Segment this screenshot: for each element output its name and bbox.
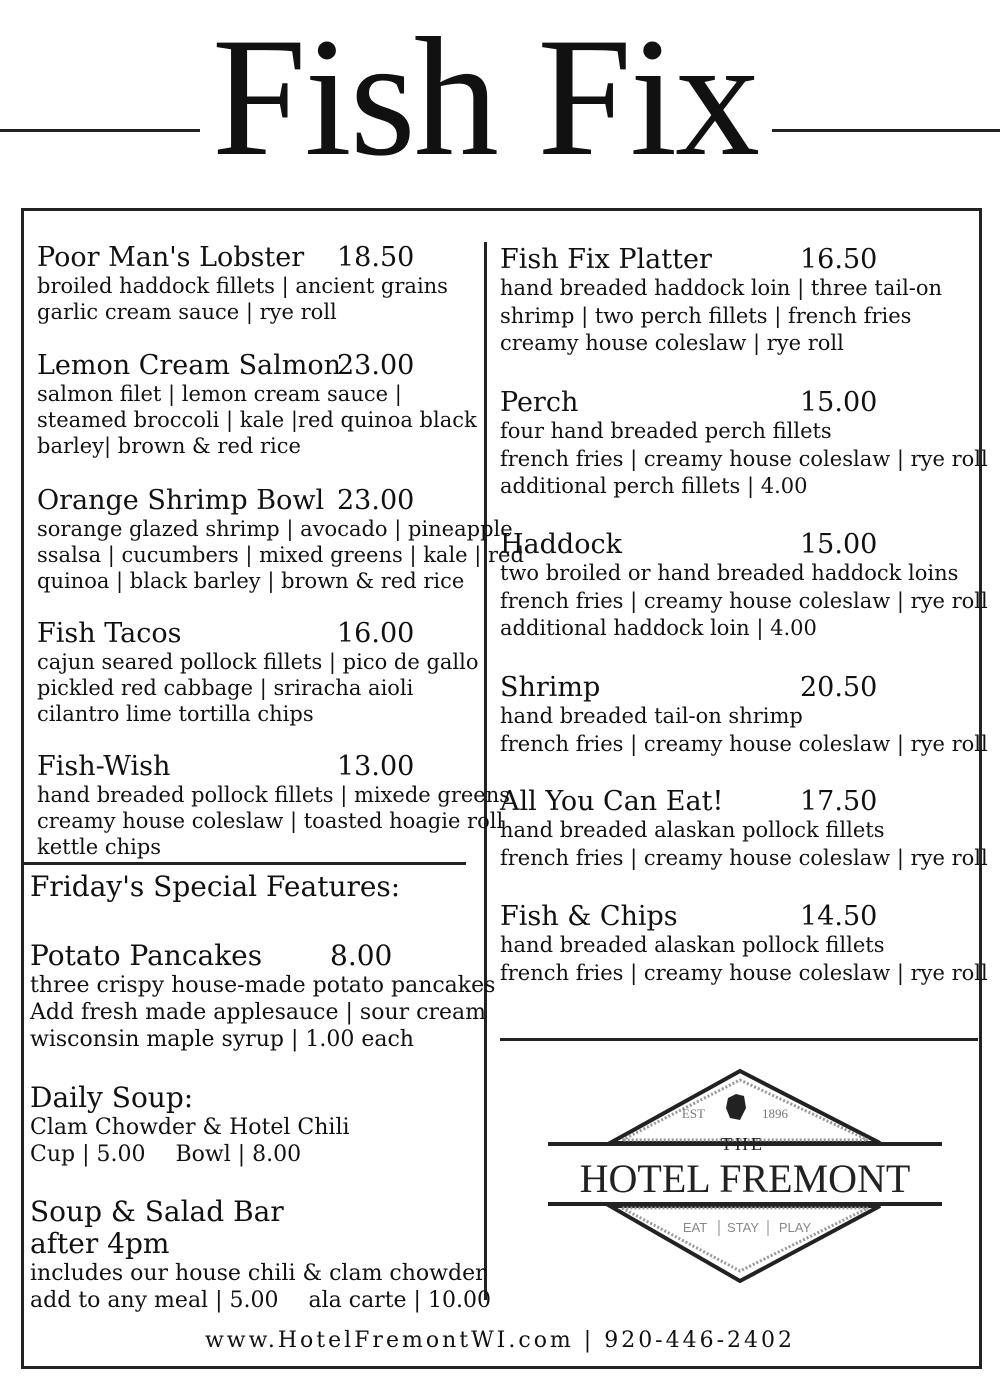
page-title: Fish Fix xyxy=(211,3,759,191)
salad-bar-alacarte-price: ala carte | 10.00 xyxy=(308,1288,491,1313)
item-desc-line: hand breaded pollock fillets | mixede greens xyxy=(37,783,511,807)
special-name: Potato Pancakes xyxy=(30,939,263,972)
item-desc-line: barley| brown & red rice xyxy=(37,434,301,458)
item-desc-line: four hand breaded perch fillets xyxy=(500,419,832,443)
logo-stay: STAY xyxy=(726,1220,760,1235)
logo-eat: EAT xyxy=(682,1220,708,1235)
item-desc-line: french fries | creamy house coleslaw | rye roll xyxy=(500,845,988,870)
soup-title: Daily Soup: xyxy=(30,1081,194,1114)
item-desc-line: hand breaded alaskan pollock fillets xyxy=(500,818,885,842)
menu-item xyxy=(500,787,988,872)
item-name: Fish Fix Platter xyxy=(500,244,712,275)
soup-cup-price: Cup | 5.00 xyxy=(30,1142,146,1167)
menu-item xyxy=(37,243,448,325)
item-price: 15.00 xyxy=(800,387,878,418)
salad-bar-subtitle: after 4pm xyxy=(30,1227,170,1260)
item-desc-line: sorange glazed shrimp | avocado | pineapple xyxy=(37,517,513,541)
special-desc-line: three crispy house-made potato pancakes xyxy=(30,973,496,998)
item-desc-line: two broiled or hand breaded haddock loins xyxy=(500,561,959,585)
item-name: Fish & Chips xyxy=(500,901,678,932)
soup-line: Clam Chowder & Hotel Chili xyxy=(30,1115,350,1140)
item-desc-line: additional haddock loin | 4.00 xyxy=(500,616,817,640)
item-desc-line: garlic cream sauce | rye roll xyxy=(37,300,337,324)
item-desc-line: hand breaded haddock loin | three tail-on xyxy=(500,276,943,300)
logo-name: HOTEL FREMONT xyxy=(579,1156,911,1201)
item-desc-line: quinoa | black barley | brown & red rice xyxy=(37,569,465,593)
item-name: Haddock xyxy=(500,529,622,560)
special-price: 8.00 xyxy=(330,939,393,972)
item-price: 17.50 xyxy=(800,786,878,817)
item-desc-line: hand breaded tail-on shrimp xyxy=(500,704,803,728)
special-salad-bar xyxy=(30,1196,491,1314)
item-desc-line: kettle chips xyxy=(37,835,162,859)
item-name: Perch xyxy=(500,387,579,418)
item-name: Lemon Cream Salmon xyxy=(37,350,342,381)
item-desc-line: french fries | creamy house coleslaw | rye roll xyxy=(500,731,988,756)
logo-divider xyxy=(500,1038,978,1041)
item-name: Orange Shrimp Bowl xyxy=(37,485,325,516)
item-desc-line: additional perch fillets | 4.00 xyxy=(500,474,808,498)
item-desc-line: ssalsa | cucumbers | mixed greens | kale | red xyxy=(37,543,524,567)
item-desc-line: french fries | creamy house coleslaw | rye roll xyxy=(500,446,988,471)
menu-item xyxy=(500,530,988,643)
special-soup xyxy=(30,1082,350,1168)
item-price: 23.00 xyxy=(337,485,415,516)
item-price: 16.00 xyxy=(337,618,415,649)
item-desc-line: creamy house coleslaw | rye roll xyxy=(500,331,844,355)
special-pancakes xyxy=(30,940,495,1053)
item-price: 15.00 xyxy=(800,529,878,560)
salad-bar-line: includes our house chili & clam chowder xyxy=(30,1261,486,1286)
item-desc-line: salmon filet | lemon cream sauce | xyxy=(37,382,402,406)
item-desc-line: hand breaded alaskan pollock fillets xyxy=(500,933,885,957)
item-price: 16.50 xyxy=(800,244,878,275)
menu-item xyxy=(37,752,510,860)
item-name: Shrimp xyxy=(500,672,601,703)
menu-item xyxy=(37,351,477,459)
item-price: 18.50 xyxy=(337,242,415,273)
salad-bar-add-price: add to any meal | 5.00 xyxy=(30,1288,279,1313)
item-price: 23.00 xyxy=(337,350,415,381)
item-desc-line: steamed broccoli | kale |red quinoa black xyxy=(37,408,477,432)
salad-bar-title: Soup & Salad Bar xyxy=(30,1195,284,1228)
item-desc-line: french fries | creamy house coleslaw | rye roll xyxy=(500,960,988,985)
menu-item xyxy=(500,245,942,358)
item-desc-line: pickled red cabbage | sriracha aioli xyxy=(37,676,414,700)
item-name: All You Can Eat! xyxy=(500,786,724,817)
specials-divider xyxy=(21,862,466,865)
footer-contact: www.HotelFremontWI.com | 920-446-2402 xyxy=(204,1328,796,1353)
item-price: 13.00 xyxy=(337,751,415,782)
item-price: 20.50 xyxy=(800,672,878,703)
item-desc-line: cajun seared pollock fillets | pico de gallo xyxy=(37,650,479,674)
item-desc-line: shrimp | two perch fillets | french fries xyxy=(500,303,912,328)
item-desc-line: creamy house coleslaw | toasted hoagie roll xyxy=(37,809,504,833)
menu-item xyxy=(500,902,988,987)
menu-item xyxy=(500,388,988,501)
item-desc-line: cilantro lime tortilla chips xyxy=(37,702,314,726)
hotel-fremont-logo xyxy=(540,1068,950,1288)
special-desc-line: Add fresh made applesauce | sour cream xyxy=(30,1000,486,1025)
item-name: Poor Man's Lobster xyxy=(37,242,305,273)
special-desc-line: wisconsin maple syrup | 1.00 each xyxy=(30,1027,414,1052)
menu-item xyxy=(37,619,478,727)
item-desc-line: broiled haddock fillets | ancient grains xyxy=(37,274,448,298)
item-desc-line: french fries | creamy house coleslaw | rye roll xyxy=(500,588,988,613)
menu-item xyxy=(500,673,988,758)
logo-the: THE xyxy=(721,1134,765,1154)
logo-play: PLAY xyxy=(778,1220,812,1235)
title-rule-left xyxy=(0,129,200,132)
logo-est: EST xyxy=(681,1106,705,1121)
item-name: Fish Tacos xyxy=(37,618,182,649)
logo-year: 1896 xyxy=(762,1106,788,1121)
soup-bowl-price: Bowl | 8.00 xyxy=(175,1142,302,1167)
specials-title: Friday's Special Features: xyxy=(30,870,401,903)
item-price: 14.50 xyxy=(800,901,878,932)
menu-item xyxy=(37,486,524,594)
title-rule-right xyxy=(772,129,1000,132)
item-name: Fish-Wish xyxy=(37,751,171,782)
